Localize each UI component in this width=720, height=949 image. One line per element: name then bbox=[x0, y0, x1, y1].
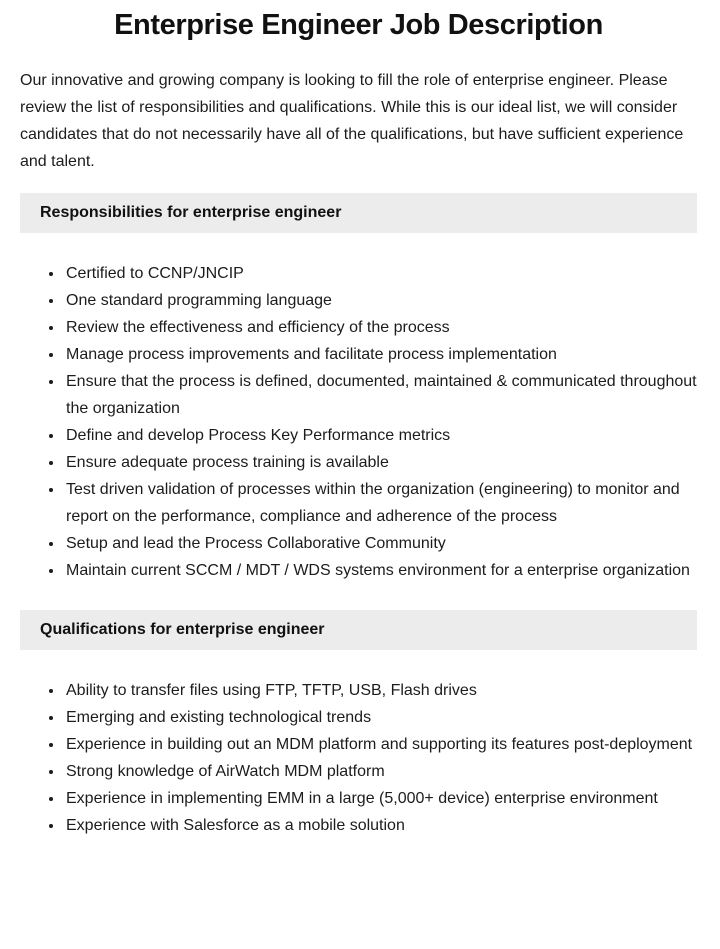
qualifications-list bbox=[20, 677, 697, 839]
list-item: • Maintain current SCCM / MDT / WDS systems environment for a enterprise organization bbox=[64, 557, 697, 584]
list-item: • Emerging and existing technological trends bbox=[64, 704, 697, 731]
section-header-qualifications bbox=[20, 610, 697, 650]
list-item: • Experience with Salesforce as a mobile solution bbox=[64, 812, 697, 839]
section-header-qualifications-label: Qualifications for enterprise engineer bbox=[40, 620, 325, 638]
list-item: • Ensure that the process is defined, documented, maintained & communicated throughout the organization bbox=[64, 368, 697, 422]
list-item: • Experience in implementing EMM in a large (5,000+ device) enterprise environment bbox=[64, 785, 697, 812]
intro-paragraph: Our innovative and growing company is looking to fill the role of enterprise engineer. Please review the list of responsibilities and qualifications. While this is our ideal list, we will consider candidates that do not necessarily have all of the qualifications, but have sufficient experience and talent. bbox=[20, 71, 684, 170]
list-item: • Ensure adequate process training is available bbox=[64, 449, 697, 476]
list-item: • Define and develop Process Key Performance metrics bbox=[64, 422, 697, 449]
section-header-responsibilities-label: Responsibilities for enterprise engineer bbox=[40, 203, 342, 221]
list-item: • Setup and lead the Process Collaborative Community bbox=[64, 530, 697, 557]
section-header-responsibilities bbox=[20, 193, 697, 233]
list-item: • Experience in building out an MDM platform and supporting its features post-deployment bbox=[64, 731, 697, 758]
list-item: • Review the effectiveness and efficiency of the process bbox=[64, 314, 697, 341]
list-item: • Manage process improvements and facilitate process implementation bbox=[64, 341, 697, 368]
list-item: • One standard programming language bbox=[64, 287, 697, 314]
responsibilities-list bbox=[20, 260, 697, 584]
list-item: • Strong knowledge of AirWatch MDM platform bbox=[64, 758, 697, 785]
list-item: • Certified to CCNP/JNCIP bbox=[64, 260, 697, 287]
list-item: • Test driven validation of processes within the organization (engineering) to monitor and report on the performance, compliance and adherence of the process bbox=[64, 476, 697, 530]
list-item: • Ability to transfer files using FTP, TFTP, USB, Flash drives bbox=[64, 677, 697, 704]
page-title: Enterprise Engineer Job Description bbox=[114, 9, 603, 41]
